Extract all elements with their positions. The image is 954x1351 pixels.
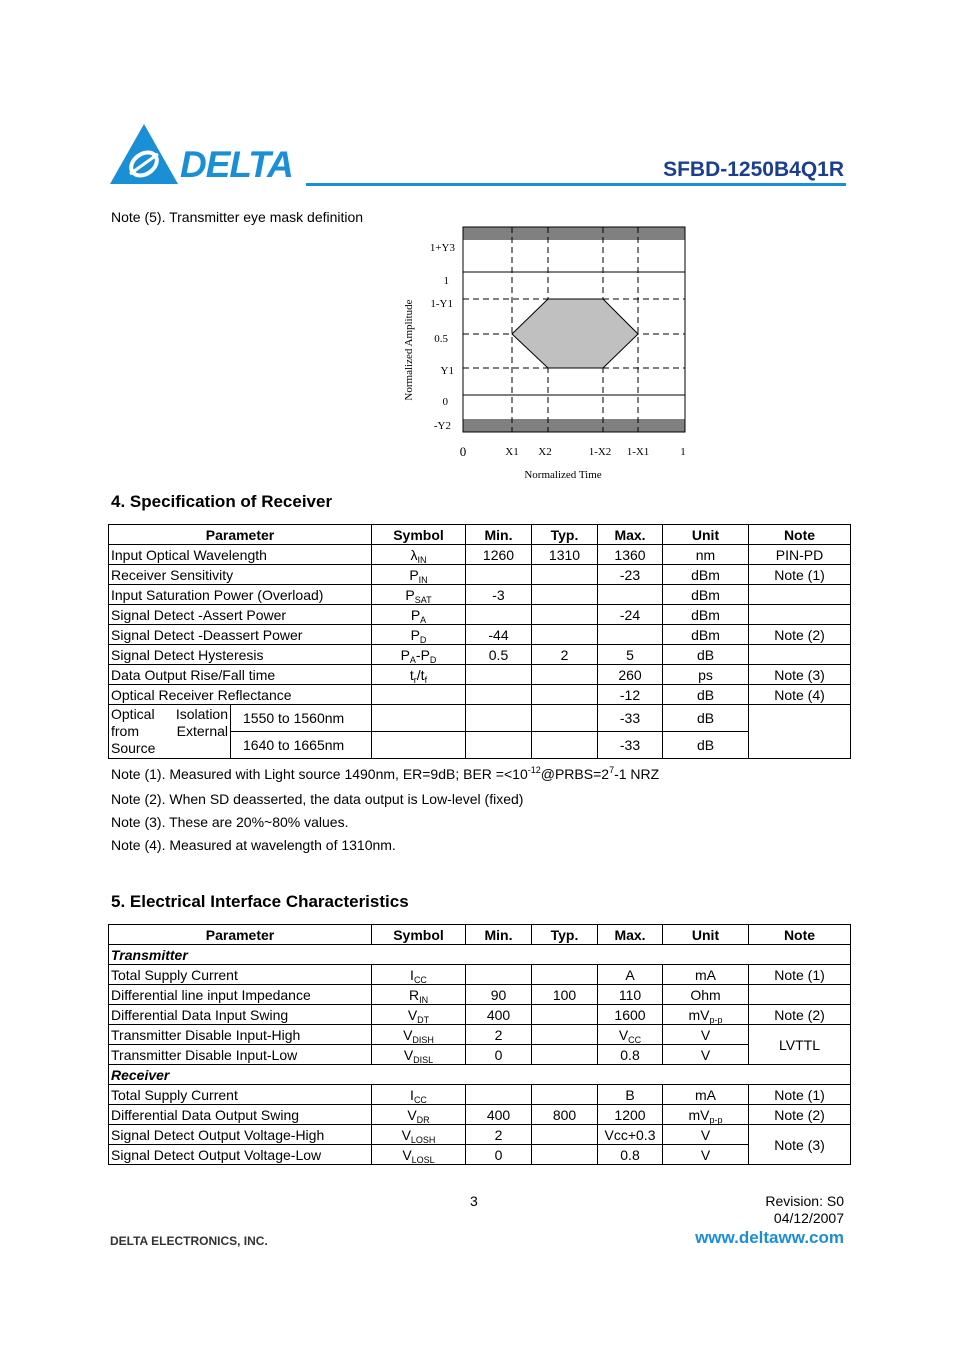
cell-min: 2 — [466, 1025, 532, 1045]
col-header: Parameter — [109, 925, 372, 945]
receiver-note-4: Note (4). Measured at wavelength of 1310nm. — [111, 837, 396, 853]
cell-note: Note (2) — [749, 625, 851, 645]
cell-max — [598, 1005, 663, 1025]
cell-note: Note (1) — [749, 1085, 851, 1105]
table-row — [109, 1005, 851, 1025]
unit-text: V — [700, 1046, 711, 1063]
note-exponent: 7 — [609, 765, 615, 775]
cell-max — [598, 625, 663, 645]
isolation-range: 1640 to 1665nm — [231, 732, 372, 759]
table-row — [109, 565, 851, 585]
cell-note — [749, 585, 851, 605]
cell-min: 0 — [466, 1045, 532, 1065]
symbol-text: /t — [416, 666, 425, 683]
table-row — [109, 1145, 851, 1165]
max-subscript: CC — [628, 1034, 642, 1045]
bottom-band — [463, 419, 685, 432]
symbol-subscript: f — [424, 674, 428, 685]
cell-note: Note (2) — [749, 1005, 851, 1025]
symbol-subscript: IN — [417, 554, 427, 565]
table-row — [109, 645, 851, 665]
symbol-subscript: IN — [418, 574, 428, 585]
cell-param: Transmitter Disable Input-Low — [109, 1045, 372, 1065]
table-row — [109, 685, 851, 705]
unit-text: V — [700, 1026, 711, 1043]
cell-typ — [532, 1005, 598, 1025]
cell-param: Total Supply Current — [109, 1085, 372, 1105]
max-text: 110 — [618, 986, 642, 1003]
max-text: 1200 — [614, 1106, 646, 1123]
receiver-section-title: 4. Specification of Receiver — [111, 492, 333, 511]
col-header: Min. — [466, 525, 532, 545]
cell-param: Data Output Rise/Fall time — [109, 665, 372, 685]
x-tick-6: 1 — [680, 446, 686, 458]
max-text: A — [625, 966, 635, 983]
cell-param: Signal Detect -Deassert Power — [109, 625, 372, 645]
cell-unit: ps — [663, 665, 749, 685]
receiver-group-label: Receiver — [109, 1065, 851, 1085]
isolation-range: 1550 to 1560nm — [231, 705, 372, 732]
max-text: 0.8 — [620, 1046, 640, 1063]
col-header: Symbol — [372, 525, 466, 545]
cell-min: 400 — [466, 1005, 532, 1025]
company-name: DELTA ELECTRONICS, INC. — [110, 1234, 268, 1248]
col-header: Note — [749, 925, 851, 945]
y-tick-2: 1 — [443, 275, 449, 287]
table-row — [109, 625, 851, 645]
cell-typ: 2 — [532, 645, 598, 665]
symbol-text: P — [405, 586, 415, 603]
symbol-text: P — [410, 626, 420, 643]
cell-max: 5 — [598, 645, 663, 665]
cell-min: 1260 — [466, 545, 532, 565]
col-header: Min. — [466, 925, 532, 945]
note5-caption: Note (5). Transmitter eye mask definition — [111, 209, 364, 225]
max-text: Vcc+0.3 — [604, 1126, 656, 1143]
cell-symbol — [372, 585, 466, 605]
cell-note: LVTTL — [749, 1025, 851, 1065]
cell-symbol — [372, 1045, 466, 1065]
symbol-subscript: A — [420, 614, 427, 625]
cell-note: PIN-PD — [749, 545, 851, 565]
cell-unit: nm — [663, 545, 749, 565]
cell-typ — [532, 1125, 598, 1145]
symbol-subscript: DISH — [412, 1034, 434, 1045]
cell-typ — [532, 1025, 598, 1045]
cell-min: 90 — [466, 985, 532, 1005]
cell-max: 260 — [598, 665, 663, 685]
max-text: 0.8 — [620, 1146, 640, 1163]
cell-note: Note (3) — [749, 665, 851, 685]
cell-typ — [532, 965, 598, 985]
cell-typ — [532, 605, 598, 625]
cell-unit — [663, 1125, 749, 1145]
receiver-note-3: Note (3). These are 20%~80% values. — [111, 814, 349, 830]
table-row — [109, 1085, 851, 1105]
col-header: Symbol — [372, 925, 466, 945]
table-row — [109, 705, 851, 732]
transmitter-group-label: Transmitter — [109, 945, 851, 965]
note-text: Note (1). Measured with Light source 1490nm, ER=9dB; BER =<10 — [111, 766, 528, 782]
symbol-subscript: D — [419, 634, 427, 645]
cell-min: 400 — [466, 1105, 532, 1125]
cell-symbol — [372, 685, 466, 705]
cell-unit — [663, 1145, 749, 1165]
y-axis-label: Normalized Amplitude — [403, 299, 415, 401]
symbol-text: λ — [410, 546, 418, 563]
cell-note — [749, 985, 851, 1005]
cell-param: Differential Data Output Swing — [109, 1105, 372, 1125]
x-axis-label: Normalized Time — [524, 469, 602, 481]
cell-unit — [663, 1105, 749, 1125]
cell-unit — [663, 1045, 749, 1065]
eye-mask-diagram — [396, 222, 696, 484]
cell-min — [466, 605, 532, 625]
isolation-param: Optical Isolation from External Source — [109, 705, 231, 759]
cell-max — [598, 965, 663, 985]
cell-symbol — [372, 625, 466, 645]
cell-max: -33 — [598, 705, 663, 732]
symbol-text: P — [409, 566, 419, 583]
symbol-text: I — [410, 1086, 414, 1103]
symbol-text: t — [409, 666, 414, 683]
delta-wordmark: DELTA — [180, 144, 293, 185]
cell-typ — [532, 1045, 598, 1065]
cell-max — [598, 1025, 663, 1045]
cell-unit: dBm — [663, 625, 749, 645]
eye-mask-hexagon — [512, 299, 638, 368]
cell-typ — [532, 1085, 598, 1105]
cell-min — [466, 665, 532, 685]
cell-min: -3 — [466, 585, 532, 605]
x-tick-5: 1-X1 — [626, 446, 650, 458]
col-header: Unit — [663, 925, 749, 945]
cell-unit: dB — [663, 705, 749, 732]
receiver-spec-table — [108, 524, 851, 759]
col-header: Max. — [598, 925, 663, 945]
cell-unit — [663, 985, 749, 1005]
max-text: B — [625, 1086, 635, 1103]
max-text: 1600 — [614, 1006, 646, 1023]
company-url[interactable]: www.deltaww.com — [695, 1228, 844, 1247]
cell-symbol — [372, 1005, 466, 1025]
unit-text: mV — [688, 1006, 710, 1023]
cell-max — [598, 585, 663, 605]
cell-max: -33 — [598, 732, 663, 759]
note-text: -1 NRZ — [614, 766, 660, 782]
y-tick-4: 0.5 — [434, 333, 448, 345]
cell-symbol — [372, 965, 466, 985]
y-tick-7: -Y2 — [433, 420, 451, 432]
receiver-note-1 — [111, 766, 659, 782]
cell-symbol — [372, 565, 466, 585]
table-row — [109, 665, 851, 685]
revision: Revision: S0 — [765, 1193, 844, 1209]
y-tick-5: Y1 — [440, 365, 454, 377]
symbol-subscript: LOSL — [411, 1154, 435, 1165]
table-row — [109, 1125, 851, 1145]
cell-note — [749, 605, 851, 625]
table-group-row — [109, 1065, 851, 1085]
cell-unit — [663, 1085, 749, 1105]
cell-min: -44 — [466, 625, 532, 645]
cell-symbol — [372, 545, 466, 565]
symbol-subscript: SAT — [414, 594, 432, 605]
unit-text: mA — [695, 1086, 716, 1103]
cell-unit: dB — [663, 732, 749, 759]
symbol-text: V — [402, 1146, 412, 1163]
cell-max — [598, 1045, 663, 1065]
x-tick-2: X1 — [505, 446, 519, 458]
revision-date: 04/12/2007 — [773, 1210, 844, 1226]
cell-unit — [663, 1025, 749, 1045]
cell-unit — [663, 1005, 749, 1025]
unit-text: Ohm — [690, 986, 721, 1003]
cell-param: Total Supply Current — [109, 965, 372, 985]
cell-unit: dBm — [663, 565, 749, 585]
page-number: 3 — [470, 1193, 478, 1209]
cell-max — [598, 1105, 663, 1125]
symbol-subscript: CC — [413, 974, 427, 985]
col-header: Parameter — [109, 525, 372, 545]
cell-param: Signal Detect Output Voltage-Low — [109, 1145, 372, 1165]
col-header: Note — [749, 525, 851, 545]
cell-max — [598, 1085, 663, 1105]
cell-param: Signal Detect -Assert Power — [109, 605, 372, 625]
x-tick-4: 1-X2 — [588, 446, 612, 458]
symbol-subscript: IN — [419, 994, 429, 1005]
unit-subscript: p-p — [709, 1014, 723, 1025]
cell-min: 0.5 — [466, 645, 532, 665]
symbol-text: R — [408, 986, 420, 1003]
table-row — [109, 1105, 851, 1125]
cell-max: -12 — [598, 685, 663, 705]
cell-max — [598, 1145, 663, 1165]
col-header: Max. — [598, 525, 663, 545]
cell-typ — [532, 665, 598, 685]
symbol-text: P — [410, 606, 421, 623]
col-header: Typ. — [532, 525, 598, 545]
table-row — [109, 605, 851, 625]
symbol-text: V — [407, 1006, 418, 1023]
cell-unit — [663, 965, 749, 985]
note-exponent: -12 — [527, 765, 541, 775]
symbol-text: V — [401, 1126, 411, 1143]
cell-note — [749, 645, 851, 665]
cell-max — [598, 1125, 663, 1145]
cell-typ — [532, 565, 598, 585]
symbol-subscript: r — [413, 674, 417, 685]
cell-symbol — [372, 665, 466, 685]
cell-symbol — [372, 645, 466, 665]
unit-text: mA — [695, 966, 716, 983]
cell-symbol — [372, 605, 466, 625]
cell-param: Optical Receiver Reflectance — [109, 685, 372, 705]
cell-note: Note (4) — [749, 685, 851, 705]
table-row — [109, 1045, 851, 1065]
cell-max: -23 — [598, 565, 663, 585]
cell-note: Note (1) — [749, 565, 851, 585]
x-tick-3: X2 — [538, 446, 552, 458]
table-row — [109, 585, 851, 605]
x-tick-1: 0 — [459, 444, 467, 459]
symbol-text: P — [400, 646, 410, 663]
cell-unit: dBm — [663, 605, 749, 625]
cell-min: 0 — [466, 1145, 532, 1165]
y-tick-3: 1-Y1 — [430, 298, 453, 310]
symbol-subscript: DISL — [413, 1054, 434, 1065]
note-text: @PRBS=2 — [540, 766, 610, 782]
symbol-text: V — [403, 1026, 413, 1043]
cell-symbol — [372, 1025, 466, 1045]
header-rule — [306, 183, 846, 186]
symbol-text: V — [403, 1046, 414, 1063]
cell-typ: 1310 — [532, 545, 598, 565]
cell-min — [466, 965, 532, 985]
cell-min — [466, 685, 532, 705]
table-header-row — [109, 925, 851, 945]
cell-param: Signal Detect Output Voltage-High — [109, 1125, 372, 1145]
cell-max — [598, 985, 663, 1005]
cell-param: Signal Detect Hysteresis — [109, 645, 372, 665]
doc-title: SFBD-1250B4Q1R — [663, 158, 844, 181]
symbol-subscript: A — [409, 654, 416, 665]
symbol-subscript: DT — [417, 1014, 430, 1025]
table-row — [109, 985, 851, 1005]
cell-param: Receiver Sensitivity — [109, 565, 372, 585]
cell-typ — [532, 1145, 598, 1165]
symbol-subscript: LOSH — [410, 1134, 436, 1145]
col-header: Typ. — [532, 925, 598, 945]
max-text: V — [618, 1026, 629, 1043]
cell-symbol — [372, 1105, 466, 1125]
cell-symbol — [372, 1145, 466, 1165]
cell-unit: dB — [663, 685, 749, 705]
unit-subscript: p-p — [709, 1114, 723, 1125]
symbol-text: V — [407, 1106, 417, 1123]
cell-min: 2 — [466, 1125, 532, 1145]
cell-typ: 800 — [532, 1105, 598, 1125]
cell-unit: dBm — [663, 585, 749, 605]
cell-note: Note (3) — [749, 1125, 851, 1165]
cell-min — [466, 1085, 532, 1105]
unit-text: V — [700, 1146, 711, 1163]
table-row — [109, 965, 851, 985]
unit-text: mV — [688, 1106, 710, 1123]
unit-text: V — [700, 1126, 711, 1143]
cell-param: Differential Data Input Swing — [109, 1005, 372, 1025]
electrical-spec-table — [108, 924, 851, 1165]
symbol-subscript: DR — [416, 1114, 430, 1125]
cell-param: Input Saturation Power (Overload) — [109, 585, 372, 605]
top-band — [463, 227, 685, 240]
cell-typ — [532, 625, 598, 645]
cell-typ — [532, 685, 598, 705]
cell-param: Transmitter Disable Input-High — [109, 1025, 372, 1045]
table-row — [109, 1025, 851, 1045]
electrical-section-title: 5. Electrical Interface Characteristics — [111, 892, 409, 911]
y-tick-6: 0 — [442, 396, 448, 408]
symbol-text: I — [410, 966, 414, 983]
cell-min — [466, 565, 532, 585]
cell-typ — [532, 585, 598, 605]
table-group-row — [109, 945, 851, 965]
col-header: Unit — [663, 525, 749, 545]
cell-typ: 100 — [532, 985, 598, 1005]
cell-symbol — [372, 1125, 466, 1145]
y-tick-1: 1+Y3 — [429, 242, 455, 254]
cell-unit: dB — [663, 645, 749, 665]
cell-max: 1360 — [598, 545, 663, 565]
cell-symbol — [372, 985, 466, 1005]
cell-note: Note (2) — [749, 1105, 851, 1125]
receiver-note-2: Note (2). When SD deasserted, the data output is Low-level (fixed) — [111, 791, 524, 807]
symbol-subscript: D — [429, 654, 437, 665]
cell-param: Input Optical Wavelength — [109, 545, 372, 565]
table-header-row — [109, 525, 851, 545]
symbol-subscript: CC — [413, 1094, 427, 1105]
cell-note: Note (1) — [749, 965, 851, 985]
table-row — [109, 545, 851, 565]
symbol-text: -P — [415, 646, 430, 663]
cell-max: -24 — [598, 605, 663, 625]
cell-symbol — [372, 1085, 466, 1105]
cell-param: Differential line input Impedance — [109, 985, 372, 1005]
